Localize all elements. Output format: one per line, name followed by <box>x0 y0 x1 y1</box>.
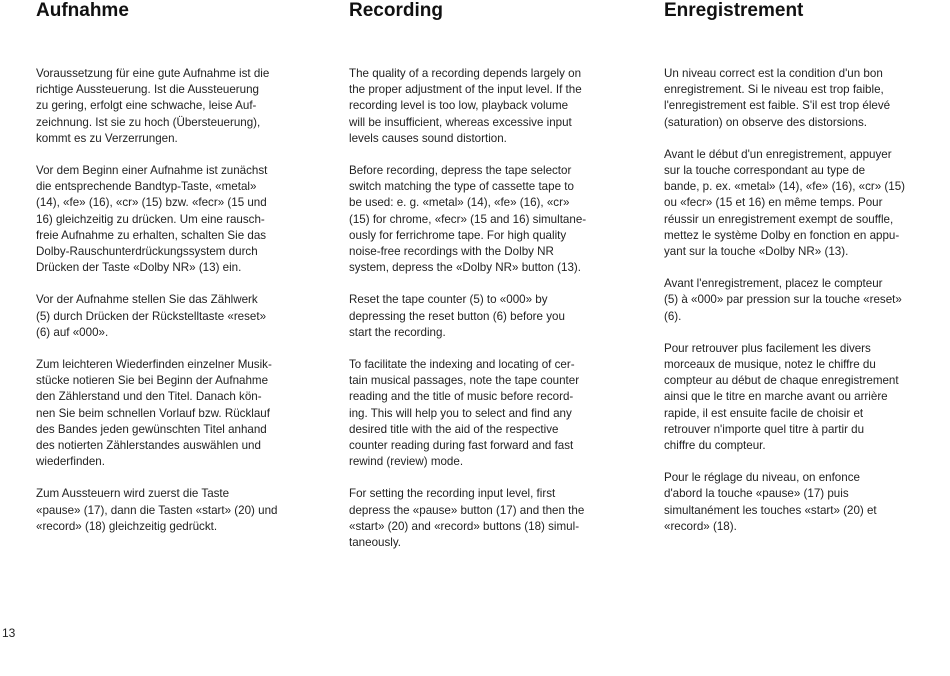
column-french-body <box>664 66 946 535</box>
column-english-body <box>349 66 639 551</box>
paragraph: Avant l'enregistrement, placez le compteur (5) à «000» par pression sur la touche «reset» (6). <box>664 277 902 323</box>
column-german-body <box>36 66 324 535</box>
column-german <box>36 0 324 551</box>
heading-enregistrement: Enregistrement <box>664 0 804 21</box>
column-english <box>349 0 639 567</box>
paragraph: To facilitate the indexing and locating of cer- tain musical passages, note the tape counter reading and the title of music before record- ing. This will help you to select and find any desired title with the aid of the respective counter reading during fast forward and fast rewind (review) mode. <box>349 358 580 469</box>
paragraph: Avant le début d'un enregistrement, appuyer sur la touche correspondant au type de bande, p. ex. «metal» (14), «fe» (16), «cr» (15) ou «fecr» (15 et 16) en même temps. Pour réussir un enregistrement exempt de souffle, mettez le système Dolby en fonction en appu- yant sur la touche «Dolby NR» (13). <box>664 147 906 259</box>
paragraph: Reset the tape counter (5) to «000» by depressing the reset button (6) before you start the recording. <box>349 293 565 339</box>
heading-recording: Recording <box>349 0 443 21</box>
paragraph: Vor dem Beginn einer Aufnahme ist zunächst die entsprechende Bandtyp-Taste, «metal» (14), «fe» (16), «cr» (15) bzw. «fecr» (15 und 16) gleichzeitig zu drücken. Um eine rausch- freie Aufnahme zu erhalten, schalten Sie das Dolby-Rauschunterdrückungssystem durch Drücken der Taste «Dolby NR» (13) ein. <box>36 164 268 275</box>
paragraph: Vor der Aufnahme stellen Sie das Zählwerk (5) durch Drücken der Rückstelltaste «reset» (6) auf «000». <box>36 293 267 339</box>
paragraph: Voraussetzung für eine gute Aufnahme ist die richtige Aussteuerung. Ist die Aussteuerung zu gering, erfolgt eine schwache, leise Auf- zeichnung. Ist sie zu hoch (Übersteuerung), kommt es zu Verzerrungen. <box>36 67 270 145</box>
page-number: 13 <box>2 626 16 640</box>
paragraph: Before recording, depress the tape selector switch matching the type of cassette tape to be used: e. g. «metal» (14), «fe» (16), «cr» (15) for chrome, «fecr» (15 and 16) simultane- ously for ferrichrome tape. For high quality noise-free recordings with the Dolby NR system, depress the «Dolby NR» button (13). <box>349 164 587 275</box>
column-french <box>664 0 946 551</box>
paragraph: For setting the recording input level, first depress the «pause» button (17) and then the «start» (20) and «record» buttons (18) simul- taneously. <box>349 487 585 550</box>
paragraph: Zum leichteren Wiederfinden einzelner Musik- stücke notieren Sie bei Beginn der Aufnahme den Zählerstand und den Titel. Danach kön- nen Sie beim schnellen Vorlauf bzw. Rücklauf des Bandes jeden gewünschten Titel anhand des notierten Zählerstandes auswählen und wiederfinden. <box>36 358 272 469</box>
paragraph: Pour retrouver plus facilement les divers morceaux de musique, notez le chiffre du compteur au début de chaque enregistrement ainsi que le titre en marche avant ou arrière rapide, il est ensuite facile de choisir et retrouver n'importe quel titre à partir du chiffre du compteur. <box>664 341 899 453</box>
paragraph: The quality of a recording depends largely on the proper adjustment of the input level. If the recording level is too low, playback volume will be insufficient, whereas excessive input levels causes sound distortion. <box>349 67 582 145</box>
heading-aufnahme: Aufnahme <box>36 0 129 21</box>
paragraph: Zum Aussteuern wird zuerst die Taste «pause» (17), dann die Tasten «start» (20) und «record» (18) gleichzeitig gedrückt. <box>36 487 278 533</box>
paragraph: Un niveau correct est la condition d'un bon enregistrement. Si le niveau est trop faible, l'enregistrement est faible. S'il est trop élevé (saturation) on observe des distorsions. <box>664 67 891 129</box>
paragraph: Pour le réglage du niveau, on enfonce d'abord la touche «pause» (17) puis simultanément les touches «start» (20) et «record» (18). <box>664 471 877 533</box>
